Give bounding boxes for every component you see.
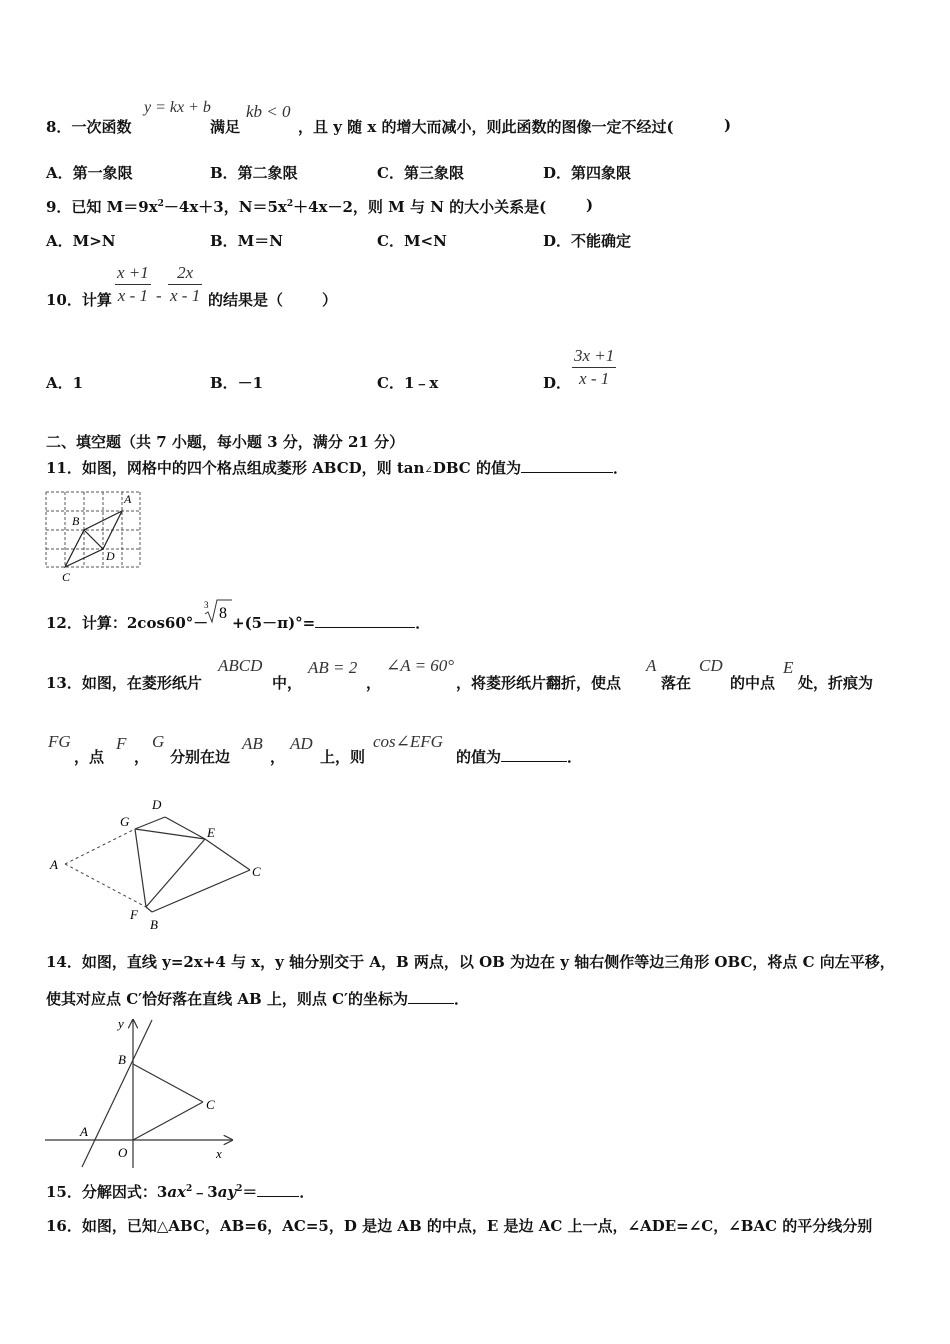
q13-math-ad: AD <box>290 734 313 753</box>
q13-segment-cb <box>152 870 250 912</box>
q13-text-9: ， <box>134 748 150 766</box>
q8-option-d: D．第四象限 <box>543 164 632 182</box>
q10-option-d: D． <box>543 374 572 392</box>
q13-math-f: F <box>116 734 127 753</box>
q9-option-a: A．M>N <box>46 232 116 250</box>
q9-option-d: D．不能确定 <box>543 232 632 250</box>
q13-text-4: ，将菱形纸片翻折，使点 <box>456 674 622 692</box>
q10-fraction-1 <box>115 262 151 307</box>
q13-label-c: C <box>252 864 261 879</box>
q14-answer-blank <box>408 989 454 1004</box>
q12-root-index: 3 <box>204 600 209 610</box>
q10-minus: - <box>156 286 162 305</box>
q8-formula-2: kb < 0 <box>246 102 291 121</box>
q10-fraction-1-num: x +1 <box>115 262 151 285</box>
q14-text-2b: ． <box>454 990 470 1008</box>
q12-cube-root <box>200 597 234 625</box>
q8-text-2: 满足 <box>210 118 241 136</box>
q14-line-2 <box>46 988 469 1009</box>
q14-coordinate-figure <box>40 1012 240 1170</box>
q13-text-5: 落在 <box>661 674 692 692</box>
q15-line <box>46 1181 314 1202</box>
q15-text-minus: ﹣3 <box>192 1183 218 1201</box>
q8-text-1: 一次函数 <box>71 118 132 136</box>
q13-math-ab2: AB <box>242 734 263 753</box>
q11-label-c: C <box>62 570 71 584</box>
q13-text-10: 分别在边 <box>170 748 231 766</box>
q14-label-c: C <box>206 1097 215 1112</box>
q15-term-ay: ay <box>217 1183 237 1201</box>
q11-diagonal-bd <box>84 530 103 549</box>
q13-text-1: 13．如图，在菱形纸片 <box>46 674 202 692</box>
q9-sup-2: 2 <box>286 199 294 209</box>
q10-option-d-den: x - 1 <box>579 369 610 388</box>
q15-text-end: ． <box>299 1183 315 1201</box>
q9-text-b: －4x＋3，N＝5x <box>163 198 287 216</box>
q12-answer-blank <box>315 613 415 628</box>
q9-text-a: 9．已知 M＝9x <box>46 198 158 216</box>
q14-line-1: 14．如图，直线 y=2x+4 与 x，y 轴分别交于 A，B 两点，以 OB 为边在 y 轴右侧作等边三角形 OBC，将点 C 向左平移， <box>46 953 895 971</box>
q10-fraction-1-den: x - 1 <box>117 286 148 305</box>
q11-label-d: D <box>106 549 115 563</box>
q13-rhombus-figure <box>40 792 280 940</box>
q8-text-3: ，且 y 随 x 的增大而减小，则此函数的图像一定不经过( <box>298 118 674 136</box>
q15-text-1: 15．分解因式：3 <box>46 1183 168 1201</box>
q14-segment-co <box>133 1102 203 1140</box>
q12-root-value: 8 <box>219 605 227 622</box>
q11-label-b: B <box>72 514 80 528</box>
q13-math-cd: CD <box>699 656 723 675</box>
q13-dashed-ag <box>65 829 135 864</box>
q13-label-a: A <box>50 857 58 872</box>
q14-segment-bc <box>133 1064 203 1102</box>
q13-label-b: B <box>150 917 158 932</box>
q10-option-b: B．－1 <box>210 374 264 392</box>
q13-dashed-af <box>65 864 146 907</box>
q14-line-ab <box>82 1020 152 1167</box>
q8-option-a: A．第一象限 <box>46 164 133 182</box>
q13-text-6: 的中点 <box>730 674 776 692</box>
section-2-title: 二、填空题（共 7 小题，每小题 3 分，满分 21 分） <box>46 433 405 451</box>
q14-label-b: B <box>118 1052 126 1067</box>
q9-text-d: ) <box>586 196 594 214</box>
q16-line: 16．如图，已知△ABC，AB=6，AC=5，D 是边 AB 的中点，E 是边 AC 上一点，∠ADE=∠C，∠BAC 的平分线分别 <box>46 1217 873 1235</box>
q10-option-d-fraction <box>572 345 616 390</box>
q12-rest <box>232 612 430 633</box>
q13-text-14: ． <box>567 748 583 766</box>
q8-line <box>46 116 131 137</box>
q13-label-f: F <box>130 907 138 922</box>
q9-text-c: ＋4x－2，则 M 与 N 的大小关系是( <box>293 198 547 216</box>
q9-option-b: B．M＝N <box>210 232 283 250</box>
q13-text-12: 上，则 <box>320 748 366 766</box>
q9-option-c: C．M<N <box>377 232 447 250</box>
q14-label-y: y <box>118 1016 124 1031</box>
q10-fraction-2-den: x - 1 <box>170 286 201 305</box>
q13-math-a: A <box>646 656 657 675</box>
q13-segment-ge <box>135 829 205 839</box>
q13-segment-bf <box>146 907 152 912</box>
q13-label-e: E <box>207 825 215 840</box>
q12-text-2: +(5－π)°= <box>232 614 316 632</box>
q13-math-cos: cos∠EFG <box>373 732 443 751</box>
q13-fold-line-gf <box>135 829 146 907</box>
q13-label-d: D <box>152 797 162 812</box>
q8-option-b: B．第二象限 <box>210 164 298 182</box>
q8-option-c: C．第三象限 <box>377 164 464 182</box>
q14-label-x: x <box>216 1146 222 1161</box>
q13-segment-fe <box>146 839 205 907</box>
q11-grid-figure <box>40 488 146 584</box>
q13-segment-ec <box>205 839 250 870</box>
q13-label-g: G <box>120 814 130 829</box>
q13-text-3: ， <box>366 674 382 692</box>
q13-answer <box>456 746 582 767</box>
q11-text-1: 11．如图，网格中的四个格点组成菱形 ABCD，则 tan <box>46 459 425 477</box>
q13-text-7: 处，折痕为 <box>798 674 874 692</box>
q13-answer-blank <box>501 747 567 762</box>
q10-fraction-2 <box>168 262 202 307</box>
q13-segment-gd <box>135 817 165 829</box>
q10-fraction-2-num: 2x <box>168 262 202 285</box>
q13-text-11: ， <box>270 748 286 766</box>
q10-option-d-num: 3x +1 <box>572 345 616 368</box>
q9-sup-1: 2 <box>157 199 164 209</box>
q13-math-e: E <box>783 658 794 677</box>
q15-sup-1: 2 <box>185 1184 193 1194</box>
q13-math-angle-a: ∠A = 60° <box>386 656 455 675</box>
q14-label-o: O <box>118 1145 128 1160</box>
q15-term-ax: ax <box>167 1183 186 1201</box>
q14-label-a: A <box>80 1124 88 1139</box>
q15-sup-2: 2 <box>236 1184 243 1194</box>
q13-math-g: G <box>152 732 165 751</box>
q11-text-3: ． <box>612 459 628 477</box>
q11-answer-blank <box>521 458 613 473</box>
q8-number: 8． <box>46 118 72 136</box>
q11-stem <box>46 457 628 478</box>
q11-angle-symbol: ∠ <box>424 465 433 476</box>
q8-formula-1: y = kx + b <box>144 99 211 116</box>
q15-answer-blank <box>257 1182 299 1197</box>
q13-text-8: ，点 <box>74 748 105 766</box>
q13-math-abcd: ABCD <box>218 656 263 675</box>
q12-text-3: ． <box>415 614 431 632</box>
q10-text-1: 10．计算 <box>46 291 112 309</box>
q15-text-eq: ＝ <box>242 1183 258 1201</box>
q14-text-2a: 使其对应点 C′恰好落在直线 AB 上，则点 C′的坐标为 <box>46 990 408 1008</box>
q10-option-c: C．1﹣x <box>377 374 439 392</box>
q13-text-13: 的值为 <box>456 748 502 766</box>
q12-text-1: 12．计算：2cos60°－ <box>46 614 209 632</box>
q10-option-a: A．1 <box>46 374 84 392</box>
q10-text-2: 的结果是（ <box>208 291 284 309</box>
q10-text-3: ） <box>322 291 338 309</box>
q13-text-2: 中， <box>272 674 303 692</box>
q8-text-4: ) <box>724 116 732 134</box>
q13-math-fg: FG <box>48 732 71 751</box>
q9-stem <box>46 196 546 217</box>
q13-math-ab: AB = 2 <box>308 658 358 677</box>
q11-text-2: DBC 的值为 <box>432 459 521 477</box>
q11-label-a: A <box>124 492 132 506</box>
